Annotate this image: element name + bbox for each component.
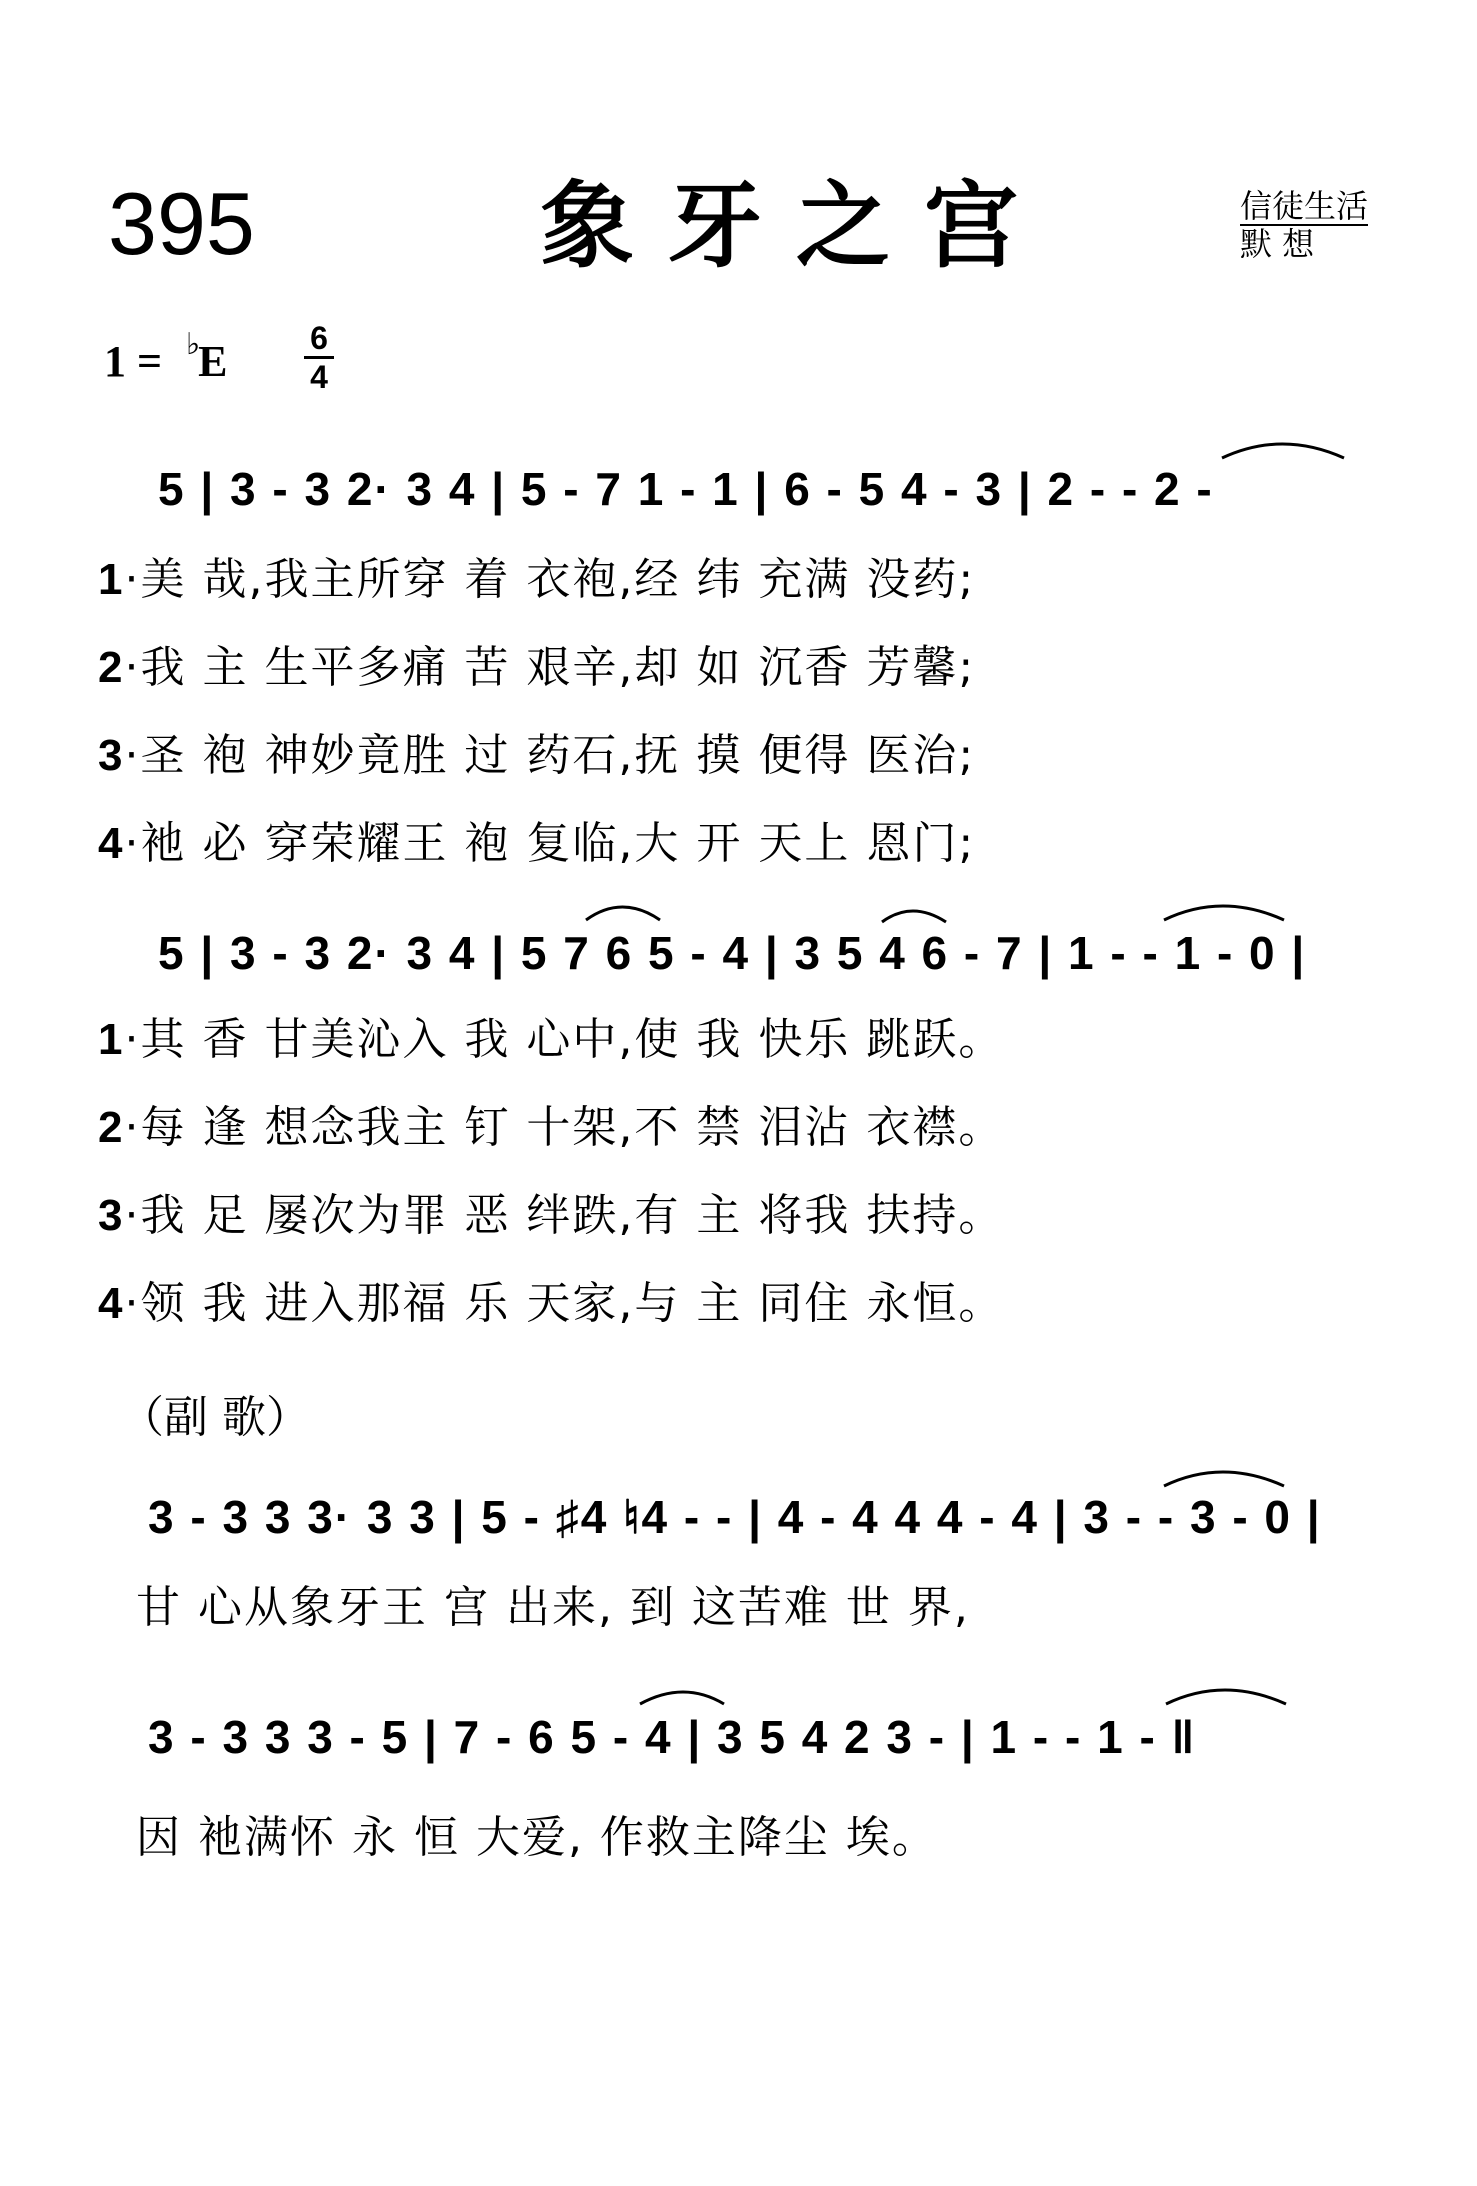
verse-number: 2	[98, 1103, 125, 1152]
slur-mark	[882, 911, 946, 922]
tie-mark	[1164, 1472, 1284, 1486]
tie-mark	[1166, 1690, 1286, 1704]
lyric-text: ·每 逢 想念我主 钉 十架,不 禁 泪沾 衣襟。	[124, 1102, 1005, 1153]
flat-sign: ♭	[186, 327, 201, 362]
notation-line-2: 5 | 3 - 3 2· 3 4 | 5 7 6 5 - 4 | 3 5 4 6 - 7 | 1 - - 1 - 0 |	[158, 927, 1307, 979]
chorus-label: （副 歌）	[120, 1392, 310, 1443]
lyric-text: ·其 香 甘美沁入 我 心中,使 我 快乐 跳跃。	[124, 1014, 1005, 1065]
lyric-text: ·领 我 进入那福 乐 天家,与 主 同住 永恒。	[124, 1278, 1005, 1329]
chorus-lyric-2: 因 衪满怀 永 恒 大爱, 作救主降尘 埃。	[136, 1812, 938, 1863]
verse-number: 4	[98, 819, 125, 868]
lyric-text: ·我 主 生平多痛 苦 艰辛,却 如 沉香 芳馨;	[124, 642, 976, 693]
key-note: E	[198, 337, 228, 386]
lyric-text: ·圣 袍 神妙竟胜 过 药石,抚 摸 便得 医治;	[124, 730, 976, 781]
chorus-notation-2: 3 - 3 3 3 - 5 | 7 - 6 5 - 4 | 3 5 4 2 3 - | 1 - - 1 - ‖	[148, 1711, 1197, 1763]
hymn-title: 象牙之宫	[540, 172, 1053, 281]
tie-mark	[1222, 444, 1344, 458]
slur-mark	[586, 907, 660, 920]
chorus-notation-1: 3 - 3 3 3· 3 3 | 5 - ♯4 ♮4 - - | 4 - 4 4 4 - 4 | 3 - - 3 - 0 |	[148, 1491, 1322, 1543]
chorus-lyric-1: 甘 心从象牙王 宫 出来, 到 这苦难 世 界,	[136, 1582, 970, 1633]
verse-number: 2	[98, 643, 125, 692]
verse-number: 1	[98, 555, 125, 604]
lyric-text: ·我 足 屡次为罪 恶 绊跌,有 主 将我 扶持。	[124, 1190, 1005, 1241]
verse-number: 1	[98, 1015, 125, 1064]
tie-mark	[640, 1692, 724, 1704]
tie-mark	[1164, 906, 1284, 920]
verse-number: 3	[98, 1191, 125, 1240]
verse-number: 3	[98, 731, 125, 780]
credit-author: 默 想	[1240, 225, 1315, 263]
key-prefix: 1 =	[104, 337, 163, 386]
time-signature-bottom: 4	[310, 359, 328, 395]
time-signature-top: 6	[304, 322, 334, 359]
hymn-number: 395	[108, 174, 255, 273]
lyric-text: ·美 哉,我主所穿 着 衣袍,经 纬 充满 没药;	[124, 554, 976, 605]
credit-source: 信徒生活	[1240, 187, 1369, 225]
lyric-text: ·衪 必 穿荣耀王 袍 复临,大 开 天上 恩门;	[124, 818, 976, 869]
verse-number: 4	[98, 1279, 125, 1328]
notation-line-1: 5 | 3 - 3 2· 3 4 | 5 - 7 1 - 1 | 6 - 5 4 - 3 | 2 - - 2 -	[158, 463, 1214, 515]
